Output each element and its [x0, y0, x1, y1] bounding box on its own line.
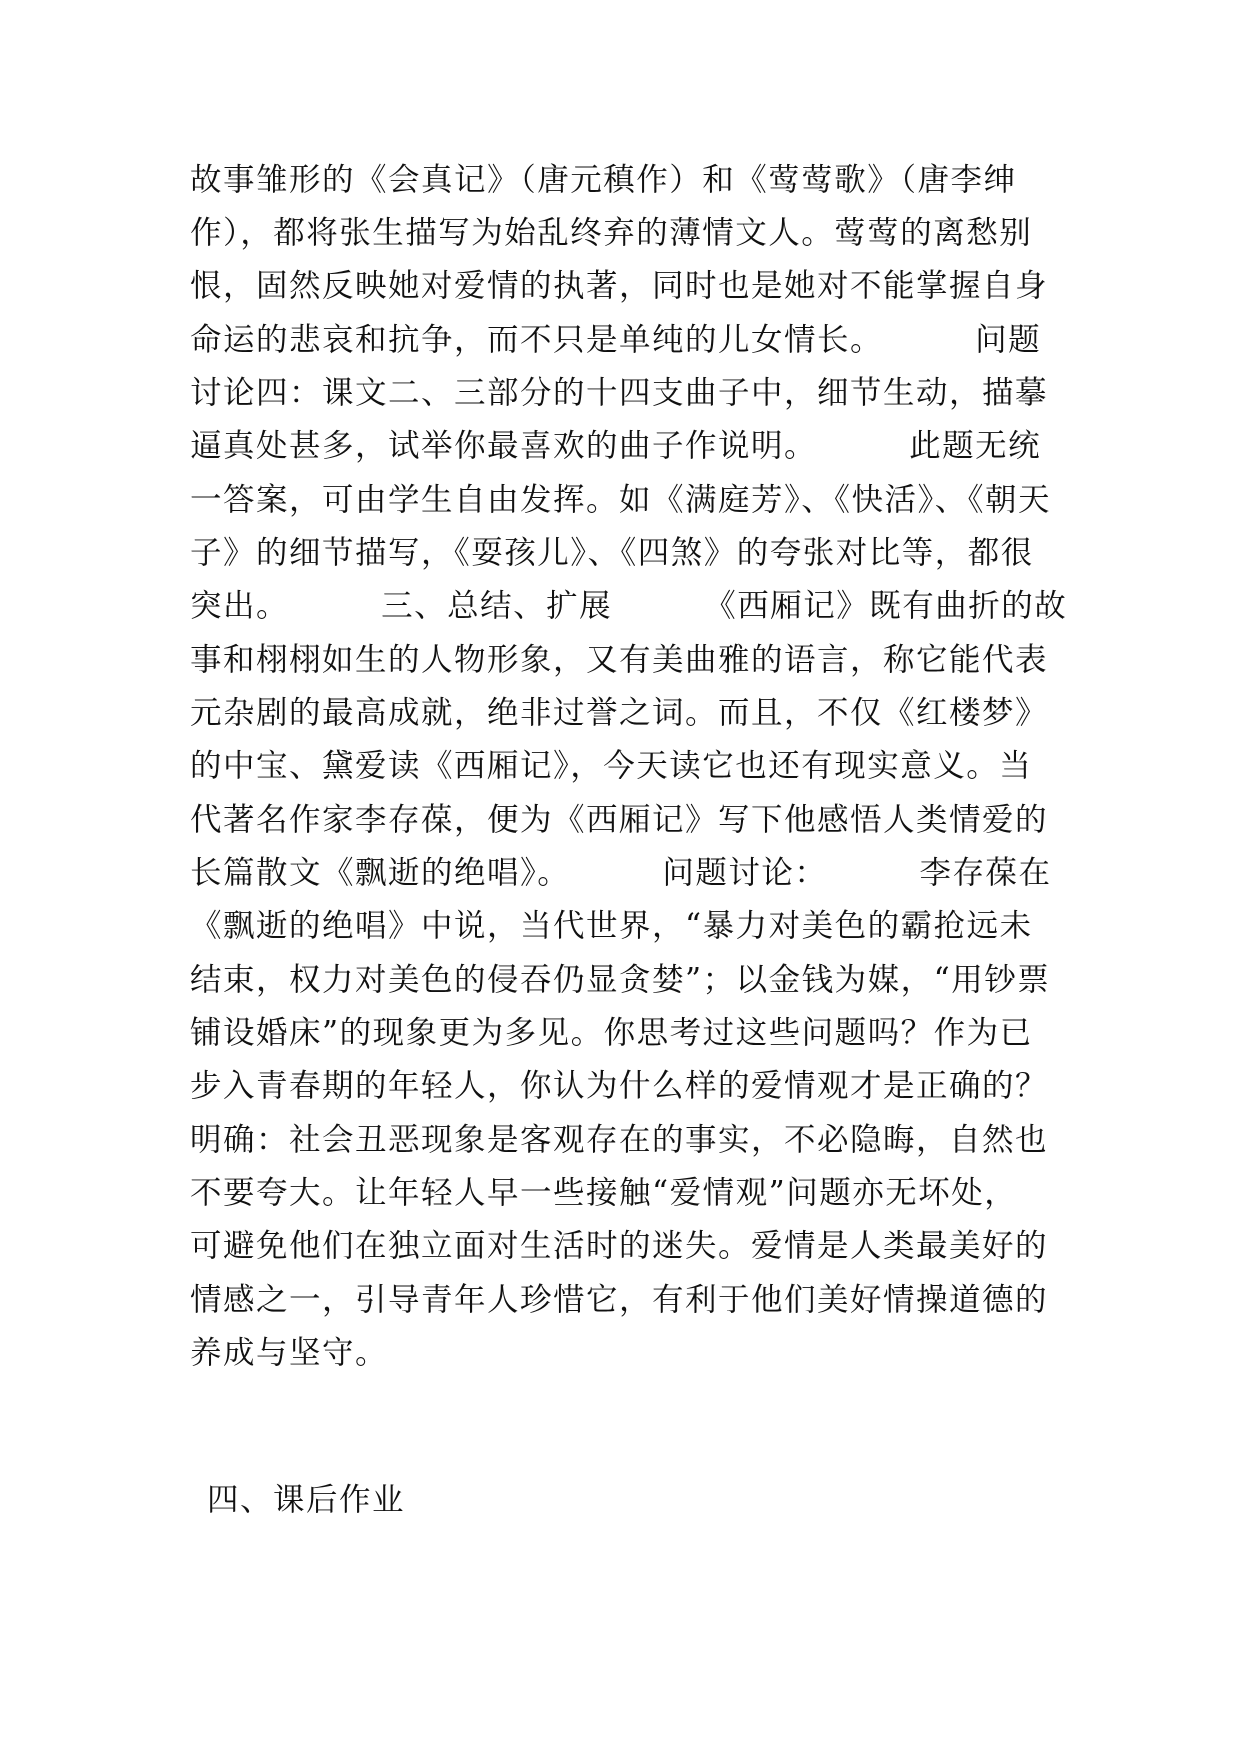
text-line: 命运的悲哀和抗争，而不只是单纯的儿女情长。 问题 — [190, 322, 1042, 358]
text-line: 养成与坚守。 — [190, 1335, 389, 1371]
text-line: 明确：社会丑恶现象是客观存在的事实，不必隐晦，自然也 — [190, 1122, 1049, 1158]
text-line: 长篇散文《飘逝的绝唱》。 问题讨论： 李存葆在 — [190, 855, 1052, 891]
text-line: 讨论四：课文二、三部分的十四支曲子中，细节生动，描摹 — [190, 375, 1049, 411]
text-line: 逼真处甚多，试举你最喜欢的曲子作说明。 此题无统 — [190, 428, 1042, 464]
text-line: 一答案，可由学生自由发挥。如《满庭芳》、《快活》、《朝天 — [190, 482, 1052, 518]
text-line: 的中宝、黛爱读《西厢记》，今天读它也还有现实意义。当 — [190, 748, 1033, 784]
text-line: 作），都将张生描写为始乱终弃的薄情文人。莺莺的离愁别 — [190, 215, 1033, 251]
text-line: 结束，权力对美色的侵吞仍显贪婪”；以金钱为媒，“用钞票 — [190, 962, 1051, 998]
text-line: 元杂剧的最高成就，绝非过誉之词。而且，不仅《红楼梦》 — [190, 695, 1049, 731]
text-line: 可避免他们在独立面对生活时的迷失。爱情是人类最美好的 — [190, 1228, 1049, 1264]
text-line: 恨，固然反映她对爱情的执著，同时也是她对不能掌握自身 — [190, 268, 1049, 304]
text-line: 铺设婚床”的现象更为多见。你思考过这些问题吗？作为已 — [190, 1015, 1033, 1051]
text-line: 子》的细节描写，《耍孩儿》、《四煞》的夸张对比等，都很 — [190, 535, 1034, 571]
text-line: 故事雏形的《会真记》（唐元稹作）和《莺莺歌》（唐李绅 — [190, 162, 1017, 198]
text-line: 代著名作家李存葆，便为《西厢记》写下他感悟人类情爱的 — [190, 802, 1049, 838]
text-line: 步入青春期的年轻人，你认为什么样的爱情观才是正确的？ — [190, 1068, 1049, 1104]
text-line: 事和栩栩如生的人物形象，又有美曲雅的语言，称它能代表 — [190, 642, 1049, 678]
section-heading: 四、课后作业 — [207, 1482, 406, 1518]
text-line: 情感之一，引导青年人珍惜它，有利于他们美好情操道德的 — [190, 1282, 1049, 1318]
text-line: 突出。 三、总结、扩展 《西厢记》既有曲折的故 — [190, 588, 1068, 624]
text-line: 不要夸大。让年轻人早一些接触“爱情观”问题亦无坏处， — [190, 1175, 1018, 1211]
text-line: 《飘逝的绝唱》中说，当代世界，“暴力对美色的霸抢远未 — [190, 908, 1033, 944]
